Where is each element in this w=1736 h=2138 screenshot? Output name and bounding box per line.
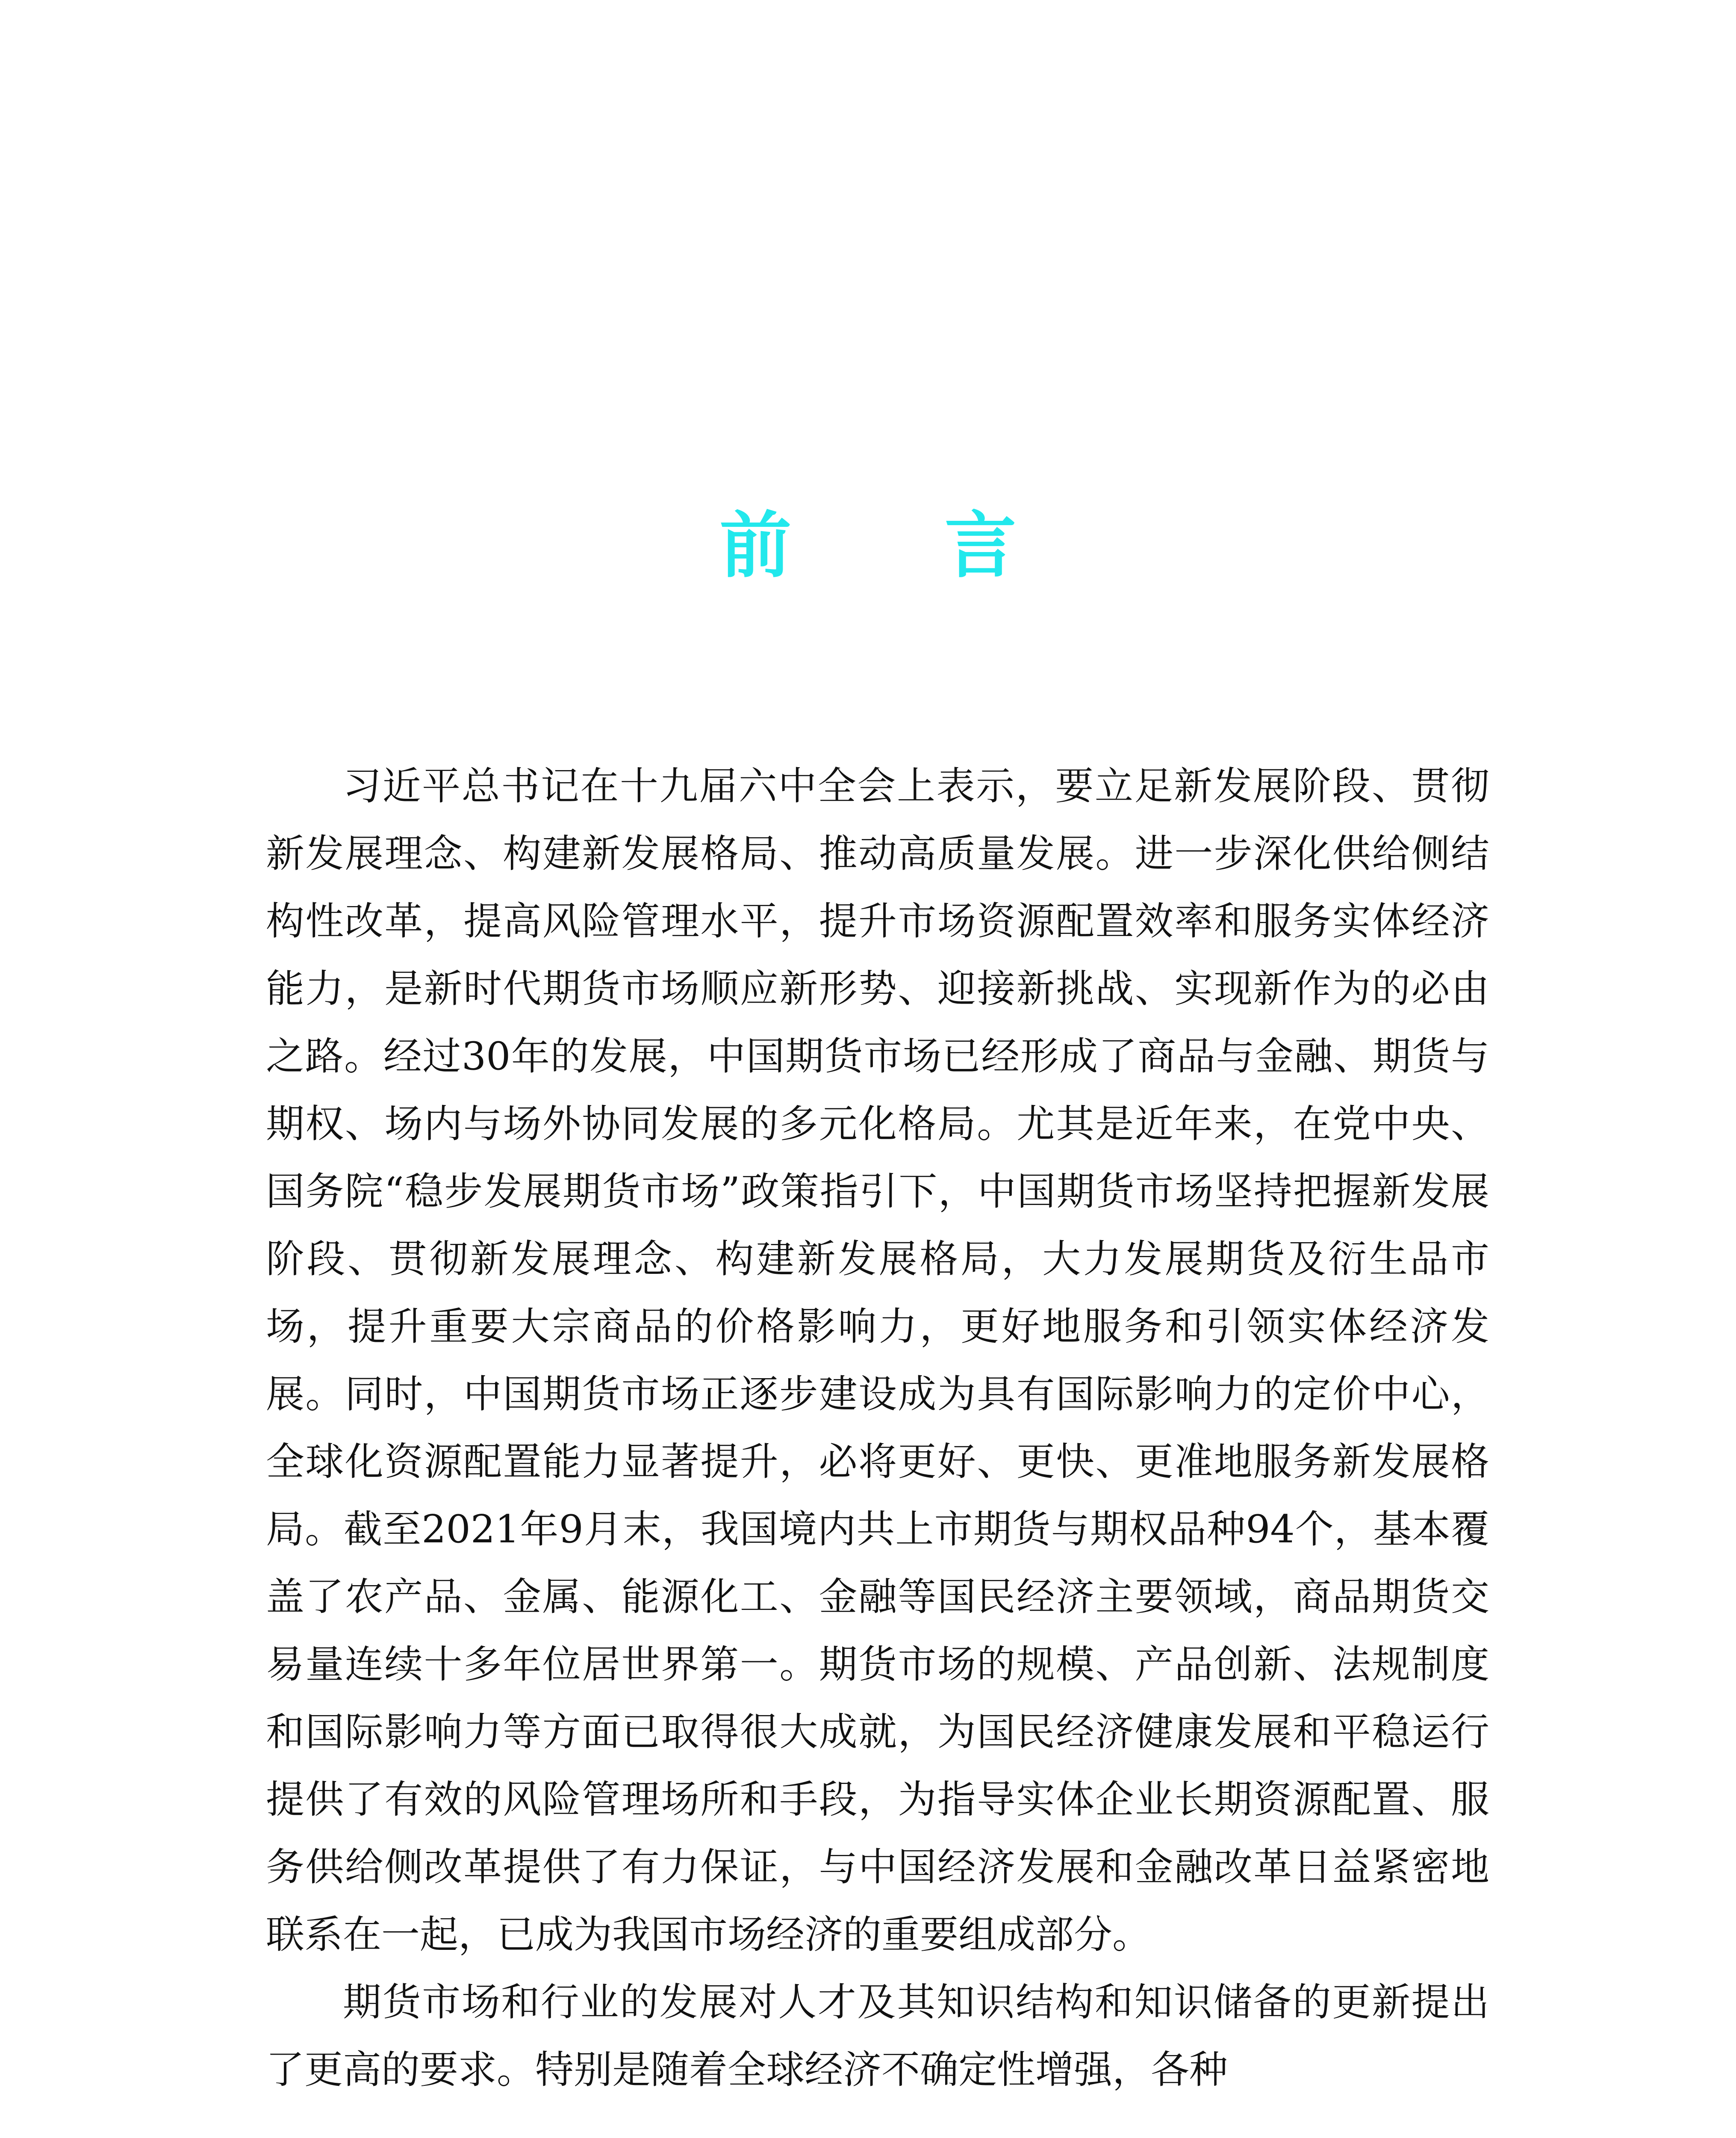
paragraph-2: 期货市场和行业的发展对人才及其知识结构和知识储备的更新提出了更高的要求。特别是随着全球经济不确定性增强，各种	[266, 1980, 1489, 2092]
paragraph-1: 习近平总书记在十九届六中全会上表示，要立足新发展阶段、贯彻新发展理念、构建新发展格局、推动高质量发展。进一步深化供给侧结构性改革，提高风险管理水平，提升市场资源配置效率和服务实体经济能力，是新时代期货市场顺应新形势、迎接新挑战、实现新作为的必由之路。经过30年的发展，中国期货市场已经形成了商品与金融、期货与期权、场内与场外协同发展的多元化格局。尤其是近年来，在党中央、国务院“稳步发展期货市场”政策指引下，中国期货市场坚持把握新发展阶段、贯彻新发展理念、构建新发展格局，大力发展期货及衍生品市场，提升重要大宗商品的价格影响力，更好地服务和引领实体经济发展。同时，中国期货市场正逐步建设成为具有国际影响力的定价中心，全球化资源配置能力显著提升，必将更好、更快、更准地服务新发展格局。截至2021年9月末，我国境内共上市期货与期权品种94个，基本覆盖了农产品、金属、能源化工、金融等国民经济主要领域，商品期货交易量连续十多年位居世界第一。期货市场的规模、产品创新、法规制度和国际影响力等方面已取得很大成就，为国民经济健康发展和平稳运行提供了有效的风险管理场所和手段，为指导实体企业长期资源配置、服务供给侧改革提供了有力保证，与中国经济发展和金融改革日益紧密地联系在一起，已成为我国市场经济的重要组成部分。	[266, 764, 1489, 1957]
page-title: 前 言	[719, 503, 1081, 588]
body-text	[266, 753, 1489, 2104]
